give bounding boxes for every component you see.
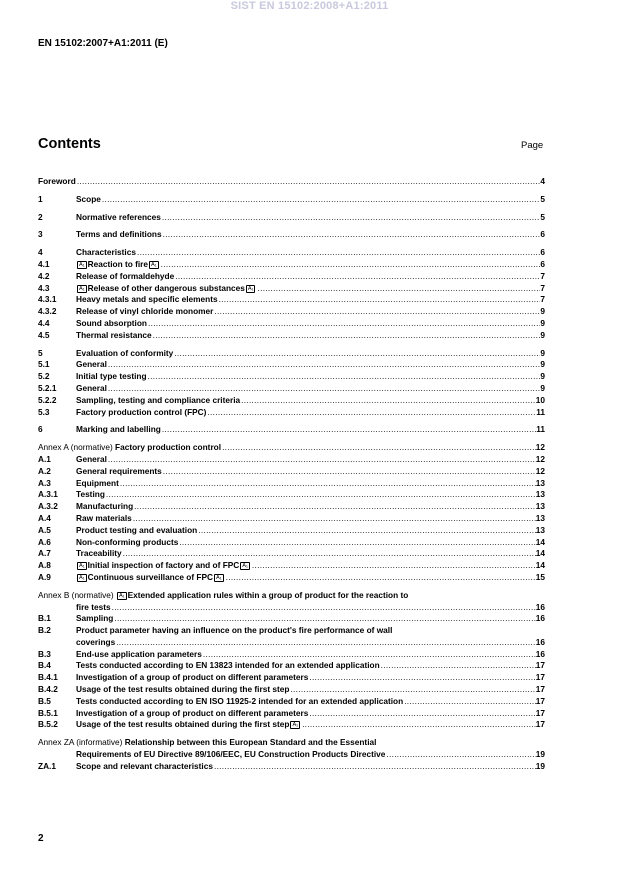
- toc-entry-text: Terms and definitions: [76, 229, 162, 240]
- leader-dots: [147, 318, 540, 330]
- toc-entry-title: [76, 395, 240, 407]
- toc-entry-text: Raw materials: [76, 512, 132, 523]
- leader-dots: [218, 294, 541, 306]
- toc-entry-title: [76, 548, 122, 560]
- toc-entry-number: B.2: [38, 625, 51, 636]
- leader-dots: [147, 371, 541, 383]
- toc-entry-page: 17: [535, 672, 545, 683]
- toc-entry-title: [38, 176, 76, 188]
- leader-dots: [162, 229, 541, 241]
- toc-entry-number: 4.3.1: [38, 294, 57, 305]
- toc-entry-prefix: Annex ZA: [38, 737, 74, 748]
- toc-entry-title: [76, 501, 133, 513]
- leader-dots: [251, 560, 536, 572]
- toc-entry-page: 11: [536, 424, 545, 435]
- leader-dots: [178, 537, 535, 549]
- toc-entry-title: [76, 283, 256, 295]
- table-of-contents: [38, 176, 545, 773]
- toc-entry-number: A.3: [38, 477, 51, 488]
- toc-entry-number: A.5: [38, 524, 51, 535]
- toc-entry-number: B.5.2: [38, 719, 58, 730]
- toc-entry[interactable]: [38, 442, 545, 454]
- toc-entry-text: Non-conforming products: [76, 536, 179, 547]
- leader-dots: [385, 749, 535, 761]
- toc-entry-note: (informative): [73, 737, 125, 748]
- leader-dots: [105, 489, 536, 501]
- toc-entry[interactable]: [38, 194, 545, 206]
- toc-entry[interactable]: [38, 395, 545, 407]
- toc-entry[interactable]: [38, 283, 545, 295]
- toc-entry-page: 12: [535, 442, 545, 453]
- toc-entry-page: 14: [535, 536, 545, 547]
- toc-entry-page: 6: [540, 229, 545, 240]
- toc-entry-text: Equipment: [76, 477, 119, 488]
- toc-entry-continuation[interactable]: [38, 637, 545, 649]
- toc-entry-text: Tests conducted according to EN 13823 intended for an extended application: [76, 660, 380, 671]
- toc-entry-number: B.4.1: [38, 672, 58, 683]
- leader-dots: [301, 719, 536, 731]
- leader-dots: [160, 259, 541, 271]
- leader-dots: [202, 649, 536, 661]
- toc-entry-text: General: [76, 382, 107, 393]
- toc-entry-text: Investigation of a group of product on different parameters: [76, 672, 309, 683]
- toc-entry[interactable]: [38, 247, 545, 259]
- toc-entry-number: B.5: [38, 695, 51, 706]
- toc-entry-page: 13: [535, 524, 545, 535]
- toc-entry-number: B.5.1: [38, 707, 58, 718]
- amendment-end-marker: A₁: [292, 722, 299, 729]
- toc-entry-text: Product parameter having an influence on the product's fire performance of wall: [76, 625, 393, 636]
- toc-entry-text: Release of formaldehyde: [76, 270, 175, 281]
- toc-entry-number: B.3: [38, 648, 51, 659]
- toc-entry-page: 10: [535, 394, 545, 405]
- toc-entry-text: Relationship between this European Standard and the Essential: [124, 737, 377, 748]
- toc-entry-title: [76, 696, 403, 708]
- toc-entry-text: Product testing and evaluation: [76, 524, 198, 535]
- toc-entry-title: [76, 359, 107, 371]
- toc-entry-page: 17: [535, 707, 545, 718]
- toc-entry-text: Continuous surveillance of FPC: [87, 571, 214, 582]
- toc-entry-number: A.4: [38, 512, 51, 523]
- toc-entry[interactable]: [38, 454, 545, 466]
- toc-entry-page: 13: [535, 512, 545, 523]
- toc-entry-number: 2: [38, 211, 43, 222]
- toc-entry-text: fire tests: [76, 601, 111, 612]
- leader-dots: [308, 708, 535, 720]
- leader-dots: [225, 572, 536, 584]
- toc-entry-page: 12: [535, 453, 545, 464]
- toc-entry[interactable]: [38, 525, 545, 537]
- toc-entry-number: B.4.2: [38, 684, 58, 695]
- toc-entry-number: 5.2.1: [38, 382, 57, 393]
- toc-entry[interactable]: [38, 478, 545, 490]
- toc-entry-number: A.7: [38, 548, 51, 559]
- toc-entry-text: Requirements of EU Directive 89/106/EEC, EU Construction Products Directive: [76, 749, 386, 760]
- toc-entry-title: [76, 537, 178, 549]
- toc-entry-note: (normative): [69, 589, 116, 600]
- amendment-end-marker: A₁: [242, 563, 248, 570]
- toc-entry-title: [76, 761, 213, 773]
- toc-entry-title: [76, 306, 213, 318]
- toc-entry-page: 5: [540, 211, 545, 222]
- toc-entry-title: [76, 513, 132, 525]
- toc-entry[interactable]: [38, 560, 545, 572]
- leader-dots: [403, 696, 536, 708]
- toc-entry-page: 5: [540, 193, 545, 204]
- toc-entry-title: [76, 294, 218, 306]
- toc-entry-prefix: Foreword: [38, 176, 76, 186]
- toc-entry-prefix: Annex A: [38, 442, 69, 453]
- toc-entry[interactable]: [38, 306, 545, 318]
- toc-entry-text: Investigation of a group of product on different parameters: [76, 707, 309, 718]
- leader-dots: [174, 271, 540, 283]
- toc-entry[interactable]: [38, 212, 545, 224]
- toc-entry-title: [38, 737, 376, 749]
- toc-entry[interactable]: [38, 572, 545, 584]
- toc-entry-page: 11: [536, 406, 545, 417]
- toc-entry-title: [76, 247, 136, 259]
- toc-entry-text: Heavy metals and specific elements: [76, 294, 218, 305]
- amendment-start-marker: A₁: [118, 592, 125, 599]
- toc-entry-title: [76, 271, 174, 283]
- toc-entry-title: [76, 212, 161, 224]
- toc-entry-text: Reaction to fire: [87, 258, 149, 269]
- toc-entry-page: 17: [535, 719, 545, 730]
- toc-entry-number: A.3.1: [38, 489, 58, 500]
- toc-entry-number: B.1: [38, 613, 51, 624]
- toc-entry-number: 5.1: [38, 359, 50, 370]
- toc-entry-title: [76, 407, 206, 419]
- amendment-start-marker: A₁: [79, 574, 85, 581]
- toc-entry-text: Normative references: [76, 211, 161, 222]
- toc-entry-title: [76, 229, 162, 241]
- toc-entry-prefix: Annex B: [38, 589, 70, 600]
- leader-dots: [107, 454, 536, 466]
- toc-entry[interactable]: [38, 737, 545, 749]
- toc-entry-number: 4.2: [38, 270, 50, 281]
- toc-entry-title: [38, 442, 221, 454]
- toc-entry-page: 9: [540, 317, 545, 328]
- toc-entry[interactable]: [38, 684, 545, 696]
- toc-entry[interactable]: [38, 371, 545, 383]
- toc-entry-title: [76, 194, 101, 206]
- toc-entry-text: Characteristics: [76, 247, 136, 258]
- toc-entry-text: Usage of the test results obtained during the first step: [76, 684, 290, 695]
- toc-entry-title: [76, 454, 107, 466]
- toc-entry-text: Scope and relevant characteristics: [76, 760, 213, 771]
- leader-dots: [162, 466, 536, 478]
- toc-entry-text: Usage of the test results obtained during the first step: [76, 719, 290, 730]
- toc-entry[interactable]: [38, 625, 545, 637]
- toc-entry-title: [76, 330, 152, 342]
- toc-entry-text: Testing: [76, 489, 105, 500]
- toc-entry[interactable]: [38, 383, 545, 395]
- amendment-end-marker: A₁: [216, 574, 222, 581]
- toc-entry-page: 19: [535, 749, 545, 760]
- toc-entry-number: ZA.1: [38, 760, 56, 771]
- toc-entry-text: General requirements: [76, 465, 162, 476]
- toc-entry-number: A.9: [38, 571, 51, 582]
- toc-entry[interactable]: [38, 660, 545, 672]
- toc-entry-text: Initial type testing: [76, 371, 147, 382]
- toc-entry[interactable]: [38, 176, 545, 188]
- toc-entry-page: 7: [540, 282, 545, 293]
- leader-dots: [289, 684, 535, 696]
- toc-entry[interactable]: [38, 649, 545, 661]
- toc-entry-title: [76, 318, 147, 330]
- toc-entry-title: [76, 708, 308, 720]
- toc-entry-page: 4: [540, 176, 545, 186]
- toc-entry[interactable]: [38, 513, 545, 525]
- toc-entry-page: 12: [535, 465, 545, 476]
- watermark: SIST EN 15102:2008+A1:2011: [230, 0, 389, 12]
- toc-entry-page: 14: [535, 560, 545, 571]
- toc-entry-title: [76, 371, 147, 383]
- toc-entry-page: 7: [540, 294, 545, 305]
- leader-dots: [240, 395, 536, 407]
- toc-entry-text: Tests conducted according to EN ISO 11925-2 intended for an extended application: [76, 695, 404, 706]
- toc-entry-number: 4.1: [38, 258, 50, 269]
- toc-entry-page: 9: [540, 371, 545, 382]
- leader-dots: [380, 660, 536, 672]
- toc-entry-title: [76, 424, 161, 436]
- leader-dots: [111, 602, 536, 614]
- footer-page-number: 2: [38, 833, 44, 844]
- leader-dots: [113, 613, 535, 625]
- toc-entry[interactable]: [38, 271, 545, 283]
- toc-entry-number: 4.5: [38, 329, 50, 340]
- toc-entry-number: 6: [38, 424, 43, 435]
- toc-entry-number: A.3.2: [38, 501, 58, 512]
- toc-entry-text: Release of other dangerous substances: [87, 282, 245, 293]
- toc-entry-page: 9: [540, 347, 545, 358]
- toc-entry-title: [76, 478, 119, 490]
- toc-entry-title: [76, 489, 105, 501]
- toc-entry[interactable]: [38, 466, 545, 478]
- toc-entry[interactable]: [38, 318, 545, 330]
- document-id: EN 15102:2007+A1:2011 (E): [38, 38, 168, 49]
- leader-dots: [107, 359, 540, 371]
- toc-entry-page: 16: [535, 613, 545, 624]
- toc-entry-title: [76, 259, 160, 271]
- toc-entry-text: coverings: [76, 636, 116, 647]
- toc-entry-title: [76, 383, 107, 395]
- toc-entry-page: 13: [535, 477, 545, 488]
- toc-entry[interactable]: [38, 501, 545, 513]
- leader-dots: [213, 761, 536, 773]
- toc-entry-number: 4.3.2: [38, 306, 57, 317]
- toc-entry-number: A.6: [38, 536, 51, 547]
- leader-dots: [101, 194, 540, 206]
- leader-dots: [256, 283, 540, 295]
- toc-entry-title: [76, 525, 197, 537]
- toc-entry-title: [76, 466, 162, 478]
- toc-entry-text: Factory production control (FPC): [76, 406, 207, 417]
- toc-entry[interactable]: [38, 259, 545, 271]
- toc-entry[interactable]: [38, 590, 545, 602]
- toc-entry[interactable]: [38, 613, 545, 625]
- amendment-end-marker: A₁: [151, 261, 157, 268]
- toc-entry-number: 5.2.2: [38, 394, 57, 405]
- toc-entry-page: 13: [535, 489, 545, 500]
- toc-entry-title: [76, 660, 380, 672]
- toc-entry-page: 16: [535, 636, 545, 647]
- toc-entry-text: Scope: [76, 193, 101, 204]
- leader-dots: [107, 383, 540, 395]
- leader-dots: [213, 306, 540, 318]
- toc-entry-text: Traceability: [76, 548, 122, 559]
- toc-entry-text: Sampling, testing and compliance criteria: [76, 394, 241, 405]
- toc-entry-continuation[interactable]: [38, 602, 545, 614]
- toc-entry-page: 9: [540, 359, 545, 370]
- toc-entry-text: End-use application parameters: [76, 648, 202, 659]
- toc-entry-text: Factory production control: [115, 442, 222, 453]
- toc-entry-text: Release of vinyl chloride monomer: [76, 306, 214, 317]
- toc-entry-number: 5.3: [38, 406, 50, 417]
- toc-entry-page: 17: [535, 660, 545, 671]
- toc-entry-text: Sound absorption: [76, 317, 147, 328]
- toc-entry-title: [38, 590, 408, 602]
- toc-entry-page: 9: [540, 306, 545, 317]
- toc-entry-title: [76, 649, 202, 661]
- toc-entry-text: Extended application rules within a group of product for the reaction to: [127, 589, 409, 600]
- toc-entry-page: 19: [535, 760, 545, 771]
- toc-entry-number: 3: [38, 229, 43, 240]
- toc-entry-title: [76, 625, 392, 637]
- toc-entry[interactable]: [38, 548, 545, 560]
- toc-entry-page: 16: [535, 601, 545, 612]
- toc-entry-page: 6: [540, 258, 545, 269]
- leader-dots: [136, 247, 540, 259]
- toc-entry-text: Initial inspection of factory and of FPC: [87, 560, 240, 571]
- toc-entry-page: 9: [540, 382, 545, 393]
- toc-entry-title: [76, 348, 173, 360]
- leader-dots: [173, 348, 540, 360]
- toc-entry-page: 15: [535, 571, 545, 582]
- leader-dots: [152, 330, 541, 342]
- toc-entry-text: General: [76, 453, 107, 464]
- toc-entry[interactable]: [38, 407, 545, 419]
- toc-entry-text: General: [76, 359, 107, 370]
- toc-entry[interactable]: [38, 708, 545, 720]
- toc-entry-number: A.2: [38, 465, 51, 476]
- toc-entry[interactable]: [38, 330, 545, 342]
- toc-entry-continuation[interactable]: [38, 749, 545, 761]
- toc-entry-number: 1: [38, 193, 43, 204]
- leader-dots: [197, 525, 536, 537]
- toc-entry[interactable]: [38, 359, 545, 371]
- leader-dots: [161, 212, 541, 224]
- leader-dots: [122, 548, 536, 560]
- toc-entry-title: [76, 560, 251, 572]
- toc-entry-title: [76, 672, 308, 684]
- toc-entry-text: Sampling: [76, 613, 114, 624]
- toc-entry[interactable]: [38, 229, 545, 241]
- amendment-end-marker: A₁: [247, 285, 254, 292]
- toc-entry-note: (normative): [68, 442, 116, 453]
- toc-entry-number: B.4: [38, 660, 51, 671]
- toc-entry-title: [76, 572, 225, 584]
- toc-entry-page: 14: [535, 548, 545, 559]
- toc-entry-page: 17: [535, 695, 545, 706]
- toc-entry-title: [76, 613, 113, 625]
- toc-entry[interactable]: [38, 672, 545, 684]
- leader-dots: [132, 513, 536, 525]
- leader-dots: [221, 442, 536, 454]
- leader-dots: [119, 478, 536, 490]
- toc-entry-number: A.1: [38, 453, 51, 464]
- toc-entry-title: [76, 684, 289, 696]
- toc-entry-number: A.8: [38, 560, 51, 571]
- toc-entry[interactable]: [38, 696, 545, 708]
- toc-entry-page: 9: [540, 329, 545, 340]
- leader-dots: [133, 501, 536, 513]
- leader-dots: [76, 176, 541, 188]
- toc-entry-page: 17: [535, 684, 545, 695]
- leader-dots: [115, 637, 536, 649]
- toc-entry-title: [76, 719, 301, 731]
- toc-entry[interactable]: [38, 537, 545, 549]
- leader-dots: [308, 672, 535, 684]
- toc-entry[interactable]: [38, 761, 545, 773]
- toc-entry-page: 13: [535, 501, 545, 512]
- toc-entry-number: 5.2: [38, 371, 50, 382]
- toc-entry[interactable]: [38, 424, 545, 436]
- leader-dots: [161, 424, 536, 436]
- toc-entry-number: 5: [38, 347, 43, 358]
- toc-entry[interactable]: [38, 294, 545, 306]
- page-title: Contents: [38, 136, 101, 152]
- toc-entry-text: Manufacturing: [76, 501, 134, 512]
- amendment-start-marker: A₁: [79, 261, 85, 268]
- toc-entry-number: 4.3: [38, 282, 50, 293]
- toc-entry-number: 4: [38, 247, 43, 258]
- toc-entry-page: 7: [540, 270, 545, 281]
- amendment-start-marker: A₁: [79, 563, 85, 570]
- page-column-header: Page: [521, 140, 544, 151]
- toc-entry[interactable]: [38, 719, 545, 731]
- toc-entry-page: 16: [535, 648, 545, 659]
- toc-entry-text: Thermal resistance: [76, 329, 152, 340]
- toc-entry-page: 6: [540, 247, 545, 258]
- toc-entry[interactable]: [38, 348, 545, 360]
- toc-entry-text: Marking and labelling: [76, 424, 161, 435]
- toc-entry[interactable]: [38, 489, 545, 501]
- amendment-start-marker: A₁: [79, 285, 85, 292]
- toc-entry-text: Evaluation of conformity: [76, 347, 174, 358]
- toc-entry-number: 4.4: [38, 317, 50, 328]
- leader-dots: [206, 407, 536, 419]
